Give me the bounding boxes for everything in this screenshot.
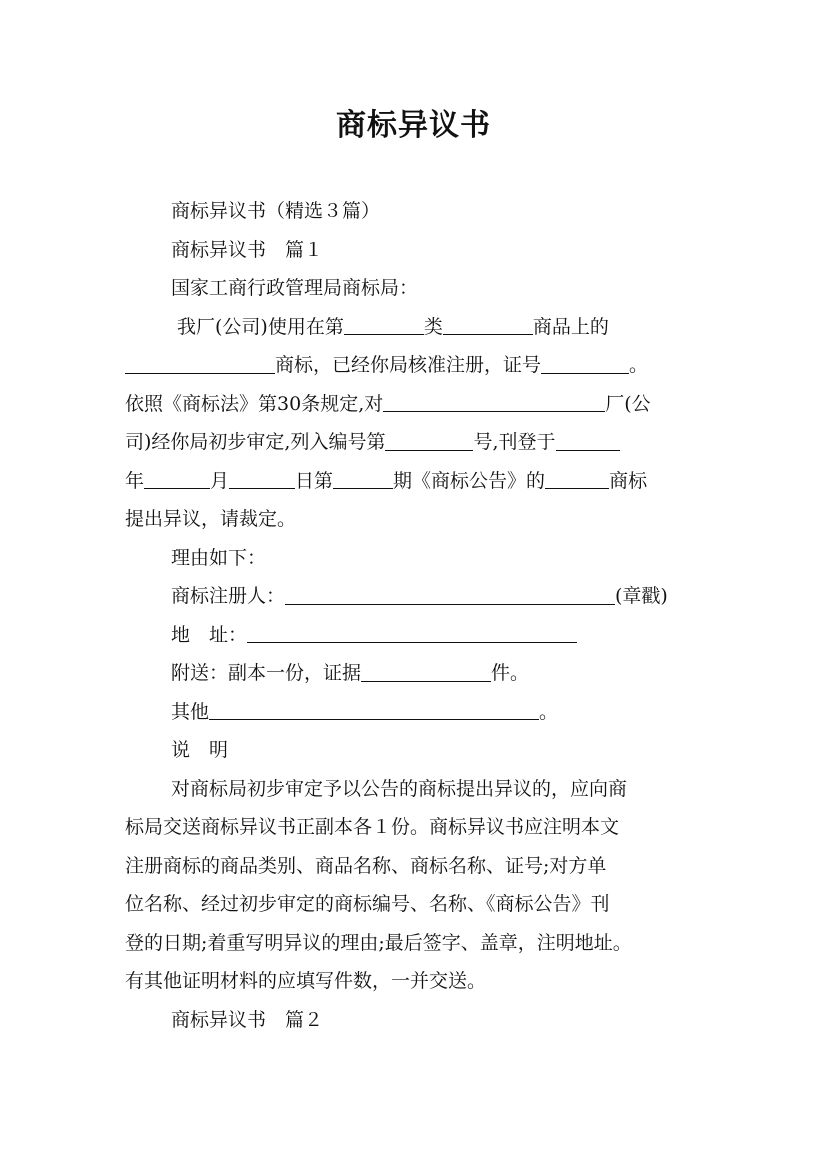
- registrant-suffix: (章戳): [615, 585, 668, 607]
- registrant-label: 商标注册人：: [171, 585, 286, 607]
- body3-text-a: 依照《商标法》第: [125, 392, 278, 415]
- body-line-5: [125, 462, 705, 501]
- note-line-4: 位名称、经过初步审定的商标编号、名称、《商标公告》刊: [125, 893, 610, 915]
- body1-text-a: 我厂(公司)使用在第: [177, 315, 344, 338]
- attachment-text-b: 件。: [491, 662, 530, 684]
- month-blank: [229, 469, 295, 489]
- body-line-3: [125, 385, 705, 424]
- body5-text-a: 年: [125, 469, 145, 492]
- body-line-4: [125, 423, 705, 462]
- body1-text-b: 类: [423, 315, 443, 338]
- attachment-text-a: 附送：副本一份，证据: [171, 662, 362, 684]
- body3-number: 30: [277, 392, 302, 415]
- body4-text-a: 司)经你局初步审定,列入编号第: [125, 431, 386, 453]
- attachment-line: [125, 654, 705, 693]
- other-text-a: 其他: [171, 700, 210, 723]
- document-body: [125, 192, 705, 1039]
- trademark-name-blank: [545, 469, 609, 489]
- serial-number-blank: [385, 431, 473, 451]
- year-blank: [556, 431, 620, 451]
- note-line-6: 有其他证明材料的应填写件数，一并交送。: [125, 970, 487, 992]
- class-blank: [344, 315, 424, 335]
- note-heading: 说 明: [171, 739, 229, 761]
- other-line: [125, 693, 705, 732]
- body1-text-c: 商品上的: [532, 315, 609, 338]
- part1-heading: 商标异议书 篇１: [171, 238, 324, 261]
- body3-text-b: 条规定,对: [301, 392, 384, 415]
- body4-text-b: 号,刊登于: [473, 431, 556, 453]
- registrant-blank: [285, 585, 615, 605]
- body5-text-c: 日第: [295, 469, 334, 492]
- body5-text-e: 商标: [609, 469, 648, 492]
- body-line-6: 提出异议，请裁定。: [125, 508, 297, 530]
- note-line-2: 标局交送商标异议书正副本各１份。商标异议书应注明本文: [125, 816, 620, 838]
- body5-text-d: 期《商标公告》的: [393, 469, 546, 492]
- note-line-1: 对商标局初步审定予以公告的商标提出异议的，应向商: [171, 777, 628, 800]
- address-line: [125, 616, 705, 655]
- body2-text-b: 。: [629, 354, 649, 376]
- note-line-3: 注册商标的商品类别、商品名称、商标名称、证号;对方单: [125, 854, 607, 877]
- registrant-line: [125, 577, 705, 616]
- body5-text-b: 月: [210, 469, 230, 492]
- address-blank: [247, 623, 577, 643]
- reason-line: 理由如下：: [171, 546, 267, 569]
- evidence-count-blank: [361, 662, 491, 682]
- intro-line: 商标异议书（精选３篇）: [171, 200, 381, 222]
- other-text-b: 。: [539, 700, 559, 723]
- body-line-1: [125, 308, 705, 347]
- body2-text-a: 商标，已经你局核准注册，证号: [275, 354, 542, 376]
- body-line-2: [125, 346, 705, 385]
- note-line-5: 登的日期;着重写明异议的理由;最后签字、盖章，注明地址。: [125, 931, 632, 954]
- part2-heading: 商标异议书 篇２: [171, 1008, 324, 1031]
- body3-text-c: 厂(公: [605, 392, 651, 415]
- issue-blank: [333, 469, 393, 489]
- document-title: 商标异议书: [336, 108, 491, 143]
- addressee-line: 国家工商行政管理局商标局：: [171, 277, 419, 299]
- year-blank-2: [144, 469, 210, 489]
- cert-number-blank: [541, 354, 629, 374]
- trademark-blank: [125, 354, 275, 374]
- opponent-factory-blank: [383, 392, 605, 412]
- other-blank: [209, 700, 539, 720]
- address-label: 地 址：: [171, 623, 248, 646]
- goods-blank: [443, 315, 533, 335]
